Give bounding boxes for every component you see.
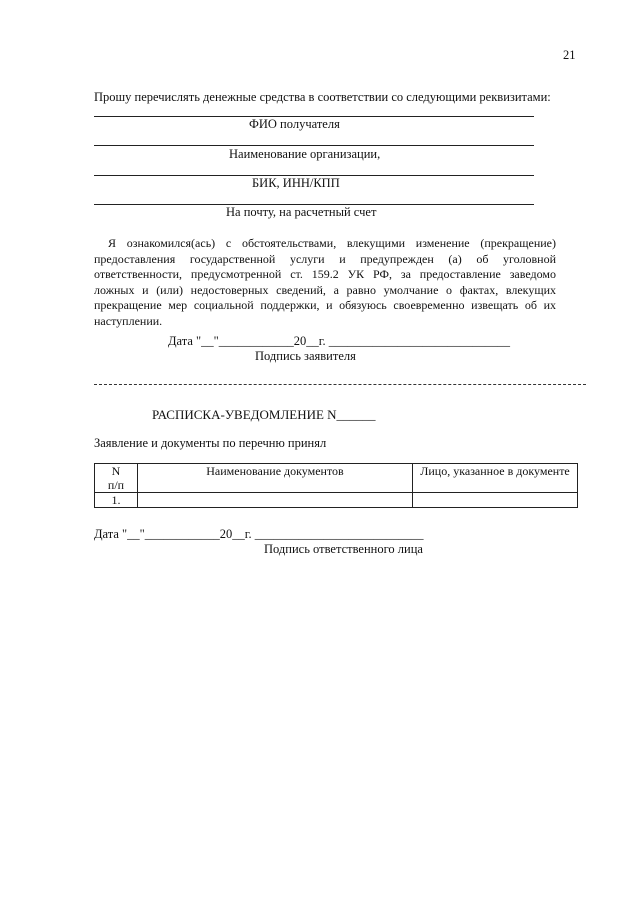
receipt-text: Заявление и документы по перечню принял — [94, 436, 327, 450]
field-label-bik-inn-kpp: БИК, ИНН/КПП — [252, 176, 340, 190]
acknowledgement-paragraph — [94, 236, 556, 329]
table-cell-person — [413, 493, 578, 508]
request-text: Прошу перечислять денежные средства в соответствии со следующими реквизитами: — [94, 90, 551, 104]
applicant-signature-label: Подпись заявителя — [255, 349, 356, 363]
official-date-line: Дата "__"____________20__г. ___________________________ — [94, 527, 424, 541]
official-signature-label: Подпись ответственного лица — [264, 542, 423, 556]
documents-table — [94, 463, 578, 508]
table-header-documents: Наименование документов — [138, 464, 413, 493]
receipt-title: РАСПИСКА-УВЕДОМЛЕНИЕ N______ — [152, 407, 376, 422]
table-header-row — [95, 464, 578, 493]
paragraph-line: Я ознакомился(ась) с обстоятельствами, влекущими изменение (прекращение) — [108, 236, 556, 250]
header-number-line1: N — [111, 464, 121, 478]
field-label-recipient-name: ФИО получателя — [249, 117, 340, 131]
field-label-delivery-method: На почту, на расчетный счет — [226, 205, 377, 219]
table-header-person: Лицо, указанное в документе — [413, 464, 578, 493]
page-number: 21 — [563, 48, 576, 62]
table-cell-number: 1. — [95, 493, 138, 508]
field-line — [94, 145, 534, 146]
paragraph-line: ответственности, предусмотренной ст. 159.2 УК РФ, за предоставление заведомо — [94, 267, 556, 281]
header-number-line2: п/п — [107, 478, 125, 492]
cut-line — [94, 384, 586, 385]
paragraph-line: прекращение мер социальной поддержки, и обязуюсь своевременно извещать об их — [94, 298, 556, 312]
field-label-organization: Наименование организации, — [229, 147, 381, 161]
table-header-number — [95, 464, 138, 493]
paragraph-line: ложных и (или) недостоверных сведений, а равно умолчание о фактах, влекущих — [94, 282, 556, 297]
paragraph-line: предоставления государственной услуги и предупрежден (а) об уголовной — [94, 251, 556, 266]
table-row — [95, 493, 578, 508]
applicant-date-line: Дата "__"____________20__г. _____________________________ — [168, 334, 510, 348]
paragraph-line: наступлении. — [94, 313, 163, 328]
table-cell-documents — [138, 493, 413, 508]
